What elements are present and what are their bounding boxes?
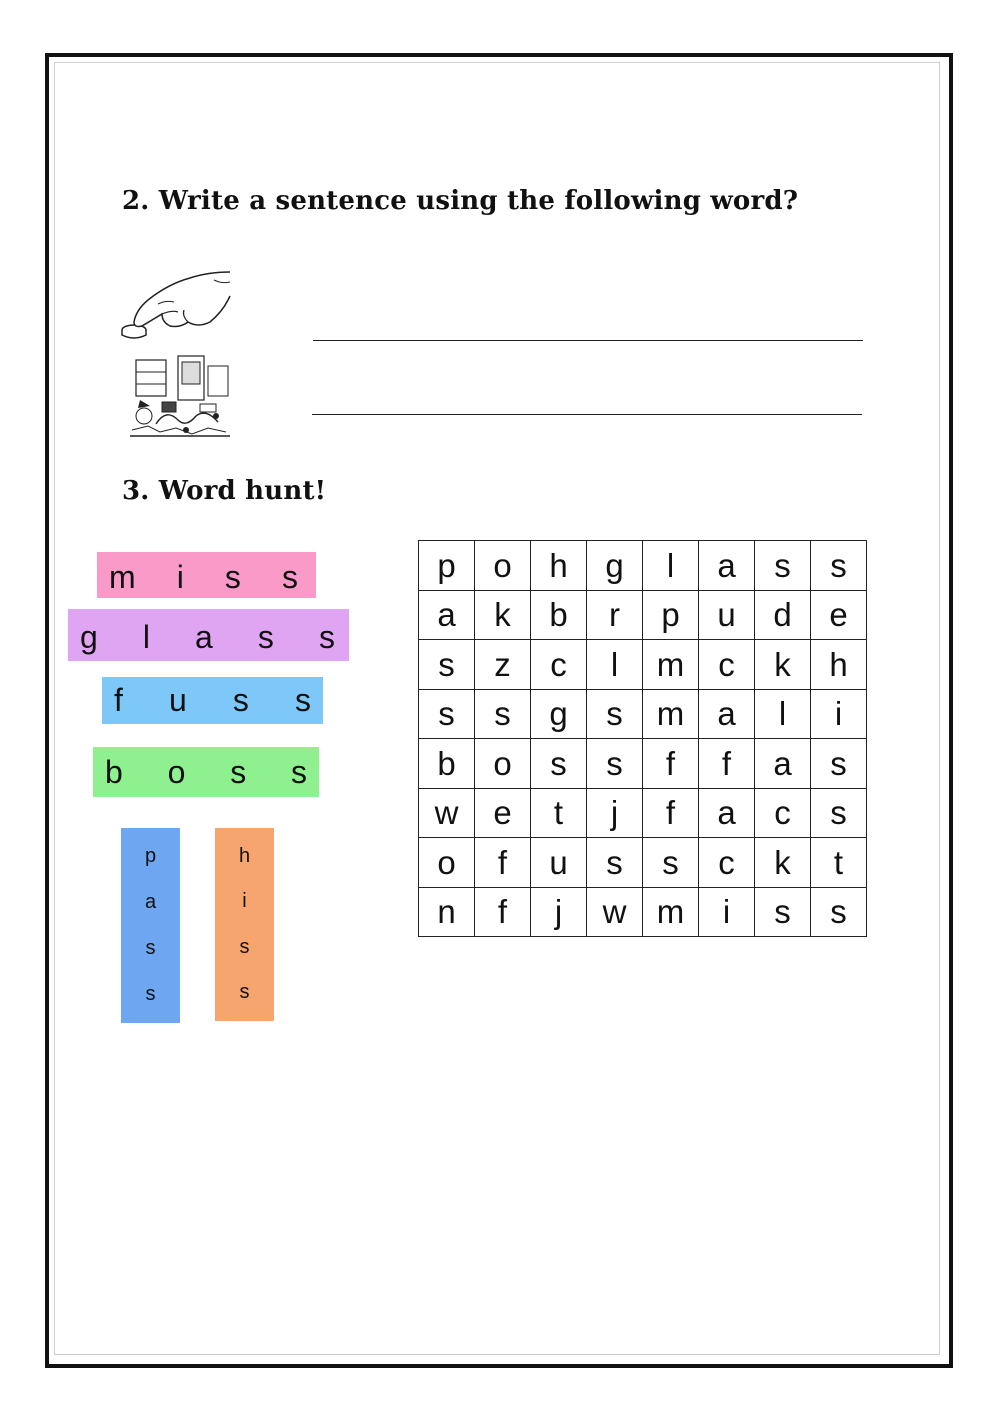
grid-cell[interactable]: b [419, 739, 475, 789]
grid-cell[interactable]: p [419, 541, 475, 591]
grid-cell[interactable]: e [475, 788, 531, 838]
grid-cell[interactable]: n [419, 887, 475, 937]
word-letter: m [109, 558, 136, 595]
grid-cell[interactable]: f [643, 788, 699, 838]
word-box-pass [121, 828, 180, 1023]
word-letter: u [168, 682, 187, 718]
grid-cell[interactable]: s [587, 689, 643, 739]
grid-row [419, 838, 867, 888]
grid-cell[interactable]: g [587, 541, 643, 591]
grid-cell[interactable]: r [587, 590, 643, 640]
grid-row [419, 541, 867, 591]
word-letter: s [239, 980, 250, 1003]
grid-cell[interactable]: u [699, 590, 755, 640]
word-letter: s [318, 618, 335, 655]
grid-cell[interactable]: l [587, 640, 643, 690]
word-letter: s [145, 936, 156, 959]
grid-cell[interactable]: w [419, 788, 475, 838]
word-letter: h [238, 845, 251, 868]
grid-row [419, 640, 867, 690]
word-letter: i [242, 890, 247, 913]
word-letter: g [80, 618, 98, 655]
grid-cell[interactable]: z [475, 640, 531, 690]
grid-cell[interactable]: o [419, 838, 475, 888]
grid-cell[interactable]: s [811, 541, 867, 591]
grid-cell[interactable]: i [699, 887, 755, 937]
grid-cell[interactable]: i [811, 689, 867, 739]
word-letter: o [167, 753, 186, 790]
grid-cell[interactable]: o [475, 739, 531, 789]
grid-cell[interactable]: k [755, 838, 811, 888]
grid-cell[interactable]: f [699, 739, 755, 789]
grid-cell[interactable]: s [811, 788, 867, 838]
word-letter: s [230, 753, 247, 790]
word-box-hiss [215, 828, 274, 1021]
word-letter: l [142, 618, 150, 655]
grid-cell[interactable]: s [419, 689, 475, 739]
grid-cell[interactable]: a [699, 541, 755, 591]
grid-cell[interactable]: s [755, 887, 811, 937]
grid-cell[interactable]: a [755, 739, 811, 789]
word-letter: b [105, 753, 123, 790]
grid-cell[interactable]: m [643, 640, 699, 690]
grid-cell[interactable]: k [475, 590, 531, 640]
answer-line-2[interactable] [312, 414, 862, 415]
word-letter: a [144, 891, 157, 914]
grid-row [419, 689, 867, 739]
grid-cell[interactable]: l [755, 689, 811, 739]
word-letter: a [195, 618, 213, 655]
word-box-glass [68, 609, 349, 661]
grid-cell[interactable]: u [531, 838, 587, 888]
grid-cell[interactable]: c [699, 838, 755, 888]
grid-cell[interactable]: h [531, 541, 587, 591]
grid-cell[interactable]: j [531, 887, 587, 937]
grid-cell[interactable]: s [475, 689, 531, 739]
grid-cell[interactable]: b [531, 590, 587, 640]
word-letter: s [257, 618, 274, 655]
word-letter: s [290, 753, 307, 790]
word-letter: i [176, 558, 184, 595]
question-2-heading: 2. Write a sentence using the following word? [122, 186, 799, 216]
grid-cell[interactable]: a [699, 788, 755, 838]
grid-cell[interactable]: g [531, 689, 587, 739]
grid-cell[interactable]: e [811, 590, 867, 640]
finger-pressing-button-icon [118, 266, 236, 344]
grid-cell[interactable]: l [643, 541, 699, 591]
grid-cell[interactable]: m [643, 689, 699, 739]
grid-row [419, 887, 867, 937]
grid-cell[interactable]: c [699, 640, 755, 690]
grid-cell[interactable]: s [811, 739, 867, 789]
grid-cell[interactable]: a [699, 689, 755, 739]
word-letter: s [232, 682, 249, 718]
word-letter: s [224, 558, 241, 595]
grid-cell[interactable]: p [643, 590, 699, 640]
word-search-grid [418, 540, 867, 937]
messy-room-icon [126, 350, 234, 440]
grid-cell[interactable]: s [419, 640, 475, 690]
grid-row [419, 739, 867, 789]
grid-cell[interactable]: s [643, 838, 699, 888]
grid-cell[interactable]: m [643, 887, 699, 937]
grid-cell[interactable]: a [419, 590, 475, 640]
word-box-boss [93, 747, 319, 797]
grid-cell[interactable]: t [811, 838, 867, 888]
grid-cell[interactable]: s [531, 739, 587, 789]
word-letter: s [282, 558, 298, 595]
question-3-heading: 3. Word hunt! [122, 476, 327, 506]
grid-cell[interactable]: s [587, 838, 643, 888]
grid-cell[interactable]: f [475, 838, 531, 888]
word-box-miss [97, 552, 316, 598]
grid-cell[interactable]: d [755, 590, 811, 640]
grid-row [419, 590, 867, 640]
word-box-fuss [102, 677, 323, 724]
word-letter: f [114, 682, 123, 718]
grid-cell[interactable]: f [643, 739, 699, 789]
grid-cell[interactable]: h [811, 640, 867, 690]
answer-line-1[interactable] [313, 340, 863, 341]
grid-cell[interactable]: f [475, 887, 531, 937]
grid-cell[interactable]: w [587, 887, 643, 937]
grid-cell[interactable]: s [811, 887, 867, 937]
word-letter: s [239, 935, 250, 958]
grid-cell[interactable]: s [587, 739, 643, 789]
grid-cell[interactable]: k [755, 640, 811, 690]
grid-cell[interactable]: s [755, 541, 811, 591]
grid-cell[interactable]: c [531, 640, 587, 690]
grid-cell[interactable]: t [531, 788, 587, 838]
grid-row [419, 788, 867, 838]
grid-cell[interactable]: j [587, 788, 643, 838]
word-letter: p [144, 845, 157, 868]
word-letter: s [294, 682, 311, 718]
grid-cell[interactable]: c [755, 788, 811, 838]
grid-cell[interactable]: o [475, 541, 531, 591]
word-letter: s [145, 982, 156, 1005]
